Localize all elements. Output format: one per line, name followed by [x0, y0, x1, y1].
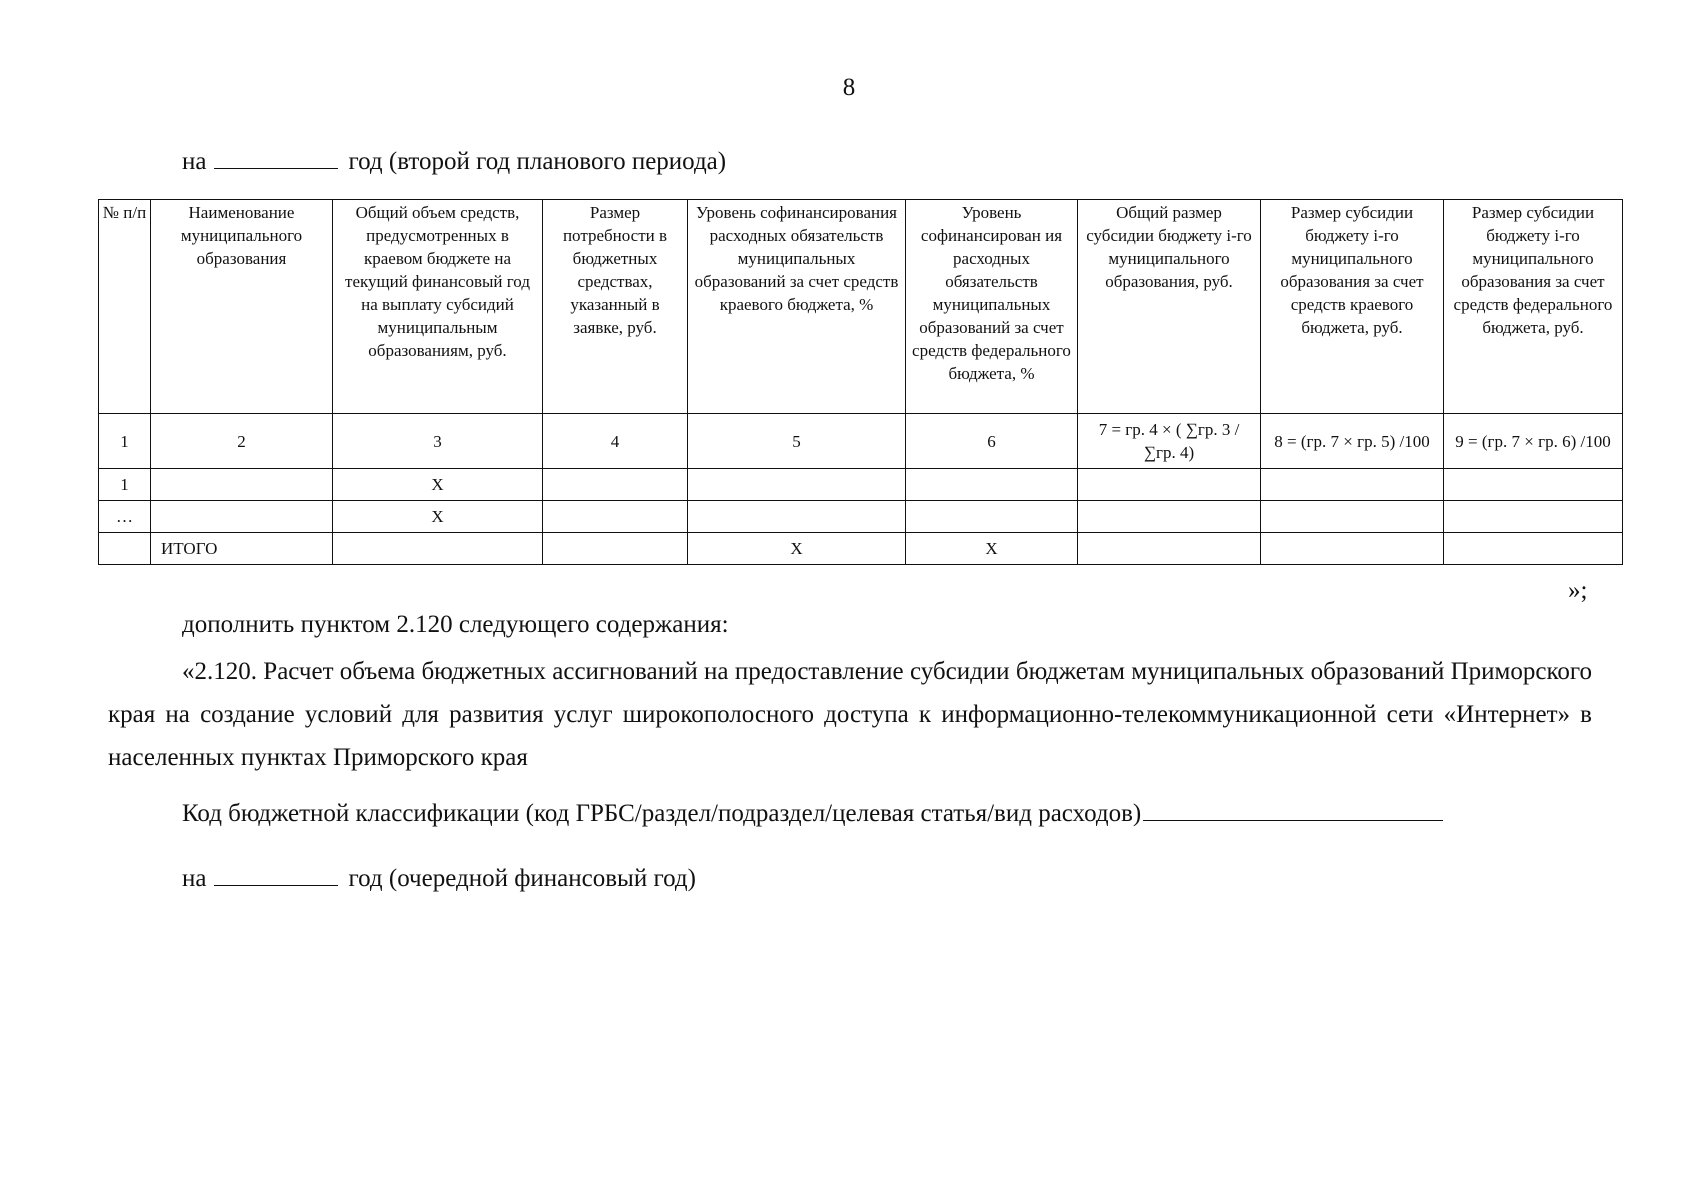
period-suffix: год (очередной финансовый год) — [348, 865, 696, 892]
column-number-cell: 6 — [906, 414, 1078, 469]
budget-classification-blank — [1143, 819, 1443, 821]
table-cell — [151, 469, 333, 501]
table-cell: … — [99, 501, 151, 533]
table-row — [99, 469, 1623, 501]
subsidy-calculation-table — [98, 199, 1623, 565]
period-prefix: на — [182, 865, 207, 892]
header-cell-total-subsidy: Общий размер субсидии бюджету i-го муниципального образования, руб. — [1078, 200, 1261, 414]
table-cell: 1 — [99, 469, 151, 501]
add-point-text: дополнить пунктом 2.120 следующего содержания: — [182, 611, 729, 638]
table-cell — [1261, 469, 1444, 501]
table-cell — [906, 501, 1078, 533]
table-cell — [906, 469, 1078, 501]
table-cell — [151, 501, 333, 533]
budget-classification-line — [182, 800, 1443, 828]
period-prefix: на — [182, 148, 207, 175]
table-cell — [1444, 501, 1623, 533]
column-number-row — [99, 414, 1623, 469]
header-cell-total-funds: Общий объем средств, предусмотренных в краевом бюджете на текущий финансовый год на выплату субсидий муниципальным образованиям, руб. — [333, 200, 543, 414]
table-cell — [333, 533, 543, 565]
header-cell-municipality: Наименование муниципального образования — [151, 200, 333, 414]
table-cell — [543, 501, 688, 533]
table-cell — [1261, 501, 1444, 533]
table-row — [99, 501, 1623, 533]
header-cell-number: № п/п — [99, 200, 151, 414]
column-number-cell: 9 = (гр. 7 × гр. 6) /100 — [1444, 414, 1623, 469]
page-number: 8 — [842, 74, 856, 101]
table-cell — [1078, 501, 1261, 533]
table-cell: Х — [688, 533, 906, 565]
paragraph-2-120: «2.120. Расчет объема бюджетных ассигнований на предоставление субсидии бюджетам муниципальных образований Приморского края на создание условий для развития услуг широкополосного доступа к информационно-телекоммуникационной сети «Интернет» в населенных пунктах Приморского края — [108, 658, 1592, 771]
column-number-cell: 2 — [151, 414, 333, 469]
header-cell-federal-subsidy: Размер субсидии бюджету i-го муниципального образования за счет средств федерального бюджета, руб. — [1444, 200, 1623, 414]
header-cell-regional-cofinancing: Уровень софинансирования расходных обязательств муниципальных образований за счет средств краевого бюджета, % — [688, 200, 906, 414]
table-cell: Х — [333, 501, 543, 533]
period-line-second-planning-year — [182, 148, 726, 176]
column-number-cell: 4 — [543, 414, 688, 469]
budget-classification-label: Код бюджетной классификации (код ГРБС/раздел/подраздел/целевая статья/вид расходов) — [182, 800, 1142, 827]
column-number-cell: 8 = (гр. 7 × гр. 5) /100 — [1261, 414, 1444, 469]
table-cell — [688, 469, 906, 501]
header-cell-regional-subsidy: Размер субсидии бюджету i-го муниципального образования за счет средств краевого бюджета, руб. — [1261, 200, 1444, 414]
column-number-cell: 1 — [99, 414, 151, 469]
column-number-cell: 3 — [333, 414, 543, 469]
year-blank — [214, 167, 338, 169]
table-cell — [1078, 469, 1261, 501]
column-number-cell: 5 — [688, 414, 906, 469]
table-cell — [1444, 533, 1623, 565]
table-cell — [1078, 533, 1261, 565]
table-cell — [543, 533, 688, 565]
year-blank — [214, 884, 338, 886]
period-line-next-financial-year — [182, 865, 696, 893]
column-number-cell: 7 = гр. 4 × ( ∑гр. 3 / ∑гр. 4) — [1078, 414, 1261, 469]
table-cell: Х — [333, 469, 543, 501]
table-cell — [543, 469, 688, 501]
table-cell: Х — [906, 533, 1078, 565]
header-cell-federal-cofinancing: Уровень софинансирован ия расходных обязательств муниципальных образований за счет средств федерального бюджета, % — [906, 200, 1078, 414]
table-cell — [688, 501, 906, 533]
table-cell — [1261, 533, 1444, 565]
header-cell-requirement: Размер потребности в бюджетных средствах, указанный в заявке, руб. — [543, 200, 688, 414]
total-label: ИТОГО — [151, 533, 333, 565]
table-cell — [99, 533, 151, 565]
table-cell — [1444, 469, 1623, 501]
closing-quote: »; — [1568, 577, 1588, 604]
header-row — [99, 200, 1623, 414]
period-suffix: год (второй год планового периода) — [348, 148, 727, 175]
total-row — [99, 533, 1623, 565]
